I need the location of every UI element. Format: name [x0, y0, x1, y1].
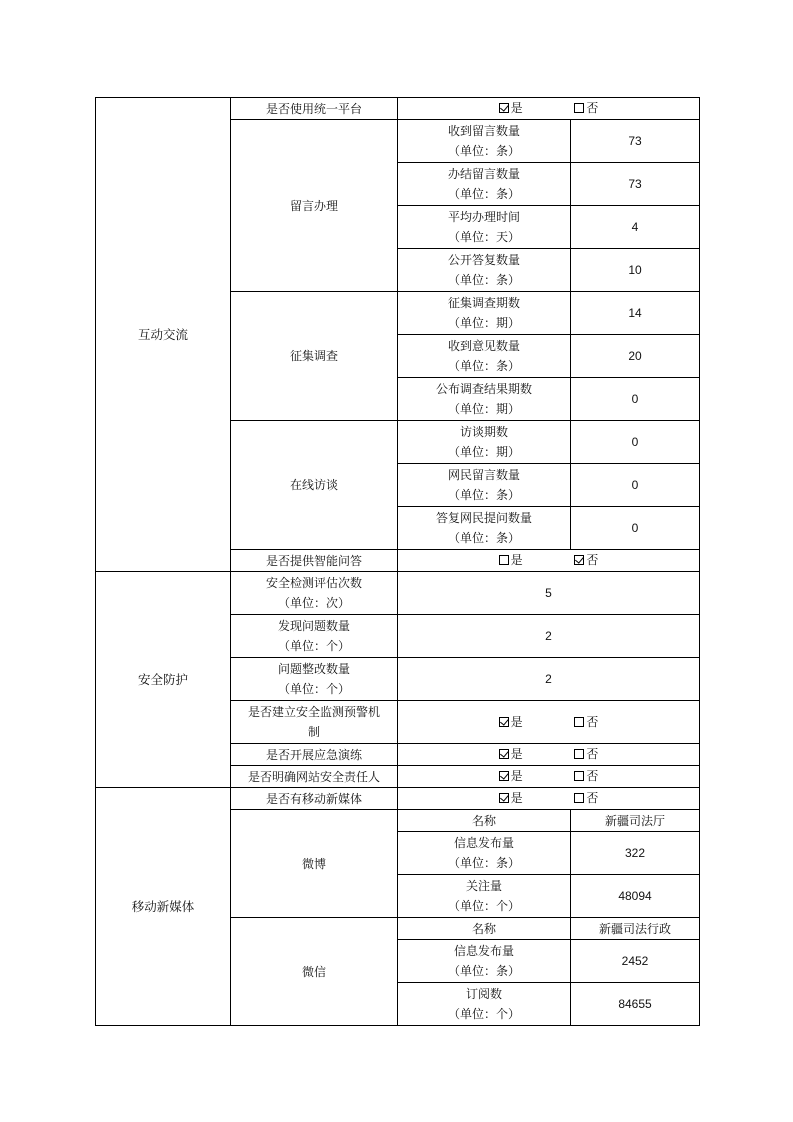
- new-media-label: 是否有移动新媒体: [231, 788, 398, 810]
- checkbox-checked-icon[interactable]: [499, 771, 509, 781]
- metric-label: 订阅数 （单位：个）: [398, 983, 571, 1026]
- metric-label: 安全检测评估次数 （单位：次）: [231, 572, 398, 615]
- checkbox-checked-icon[interactable]: [574, 555, 584, 565]
- metric-label: 收到留言数量 （单位：条）: [398, 120, 571, 163]
- option-yes[interactable]: 是: [499, 550, 523, 570]
- checkbox-empty-icon[interactable]: [499, 555, 509, 565]
- option-no[interactable]: 否: [574, 712, 598, 732]
- metric-value: 20: [571, 335, 700, 378]
- option-no[interactable]: 否: [574, 550, 598, 570]
- unified-platform-label: 是否使用统一平台: [231, 98, 398, 120]
- option-no[interactable]: 否: [574, 788, 598, 808]
- checkbox-checked-icon[interactable]: [499, 749, 509, 759]
- messages-title: 留言办理: [231, 120, 398, 292]
- metric-label: 网民留言数量 （单位：条）: [398, 464, 571, 507]
- metric-value: 73: [571, 120, 700, 163]
- metric-value: 2452: [571, 940, 700, 983]
- section-mobile: 移动新媒体: [96, 788, 231, 1026]
- metric-value: 84655: [571, 983, 700, 1026]
- metric-value: 10: [571, 249, 700, 292]
- weibo-account-name: 新疆司法厅: [571, 810, 700, 832]
- metric-label: 信息发布量 （单位：条）: [398, 940, 571, 983]
- metric-value: 0: [571, 378, 700, 421]
- checkbox-empty-icon[interactable]: [574, 793, 584, 803]
- new-media-options: [398, 788, 700, 810]
- metric-value: 2: [398, 615, 700, 658]
- metric-value: 322: [571, 832, 700, 875]
- checkbox-checked-icon[interactable]: [499, 103, 509, 113]
- metric-label: 关注量 （单位：个）: [398, 875, 571, 918]
- section-security: 安全防护: [96, 572, 231, 788]
- checkbox-empty-icon[interactable]: [574, 103, 584, 113]
- metric-label: 问题整改数量 （单位：个）: [231, 658, 398, 701]
- wechat-account-name: 新疆司法行政: [571, 918, 700, 940]
- warning-mechanism-label: 是否建立安全监测预警机 制: [231, 701, 398, 744]
- smart-qa-label: 是否提供智能问答: [231, 550, 398, 572]
- table-row: [96, 98, 700, 120]
- metric-label: 平均办理时间 （单位：天）: [398, 206, 571, 249]
- option-no[interactable]: 否: [574, 98, 598, 118]
- metric-value: 2: [398, 658, 700, 701]
- weibo-title: 微博: [231, 810, 398, 918]
- option-yes[interactable]: 是: [499, 766, 523, 786]
- metric-label: 答复网民提问数量 （单位：条）: [398, 507, 571, 550]
- checkbox-checked-icon[interactable]: [499, 717, 509, 727]
- metric-value: 14: [571, 292, 700, 335]
- option-yes[interactable]: 是: [499, 744, 523, 764]
- metric-value: 48094: [571, 875, 700, 918]
- responsible-label: 是否明确网站安全责任人: [231, 766, 398, 788]
- statistics-sheet: [95, 97, 699, 1026]
- metric-value: 0: [571, 421, 700, 464]
- unified-platform-options: [398, 98, 700, 120]
- metric-value: 5: [398, 572, 700, 615]
- metric-value: 73: [571, 163, 700, 206]
- checkbox-checked-icon[interactable]: [499, 793, 509, 803]
- name-label: 名称: [398, 810, 571, 832]
- option-yes[interactable]: 是: [499, 98, 523, 118]
- wechat-title: 微信: [231, 918, 398, 1026]
- responsible-options: [398, 766, 700, 788]
- name-label: 名称: [398, 918, 571, 940]
- metric-label: 信息发布量 （单位：条）: [398, 832, 571, 875]
- metric-value: 4: [571, 206, 700, 249]
- metric-label: 收到意见数量 （单位：条）: [398, 335, 571, 378]
- metric-label: 公布调查结果期数 （单位：期）: [398, 378, 571, 421]
- table-row: [96, 788, 700, 810]
- website-statistics-table: [95, 97, 700, 1026]
- metric-label: 发现问题数量 （单位：个）: [231, 615, 398, 658]
- drill-options: [398, 744, 700, 766]
- metric-label: 访谈期数 （单位：期）: [398, 421, 571, 464]
- metric-label: 征集调查期数 （单位：期）: [398, 292, 571, 335]
- smart-qa-options: [398, 550, 700, 572]
- checkbox-empty-icon[interactable]: [574, 749, 584, 759]
- option-no[interactable]: 否: [574, 766, 598, 786]
- drill-label: 是否开展应急演练: [231, 744, 398, 766]
- table-row: [96, 572, 700, 615]
- interview-title: 在线访谈: [231, 421, 398, 550]
- section-interaction: 互动交流: [96, 98, 231, 572]
- checkbox-empty-icon[interactable]: [574, 771, 584, 781]
- option-yes[interactable]: 是: [499, 712, 523, 732]
- option-yes[interactable]: 是: [499, 788, 523, 808]
- metric-value: 0: [571, 464, 700, 507]
- warning-mechanism-options: [398, 701, 700, 744]
- option-no[interactable]: 否: [574, 744, 598, 764]
- metric-label: 公开答复数量 （单位：条）: [398, 249, 571, 292]
- metric-value: 0: [571, 507, 700, 550]
- metric-label: 办结留言数量 （单位：条）: [398, 163, 571, 206]
- checkbox-empty-icon[interactable]: [574, 717, 584, 727]
- survey-title: 征集调查: [231, 292, 398, 421]
